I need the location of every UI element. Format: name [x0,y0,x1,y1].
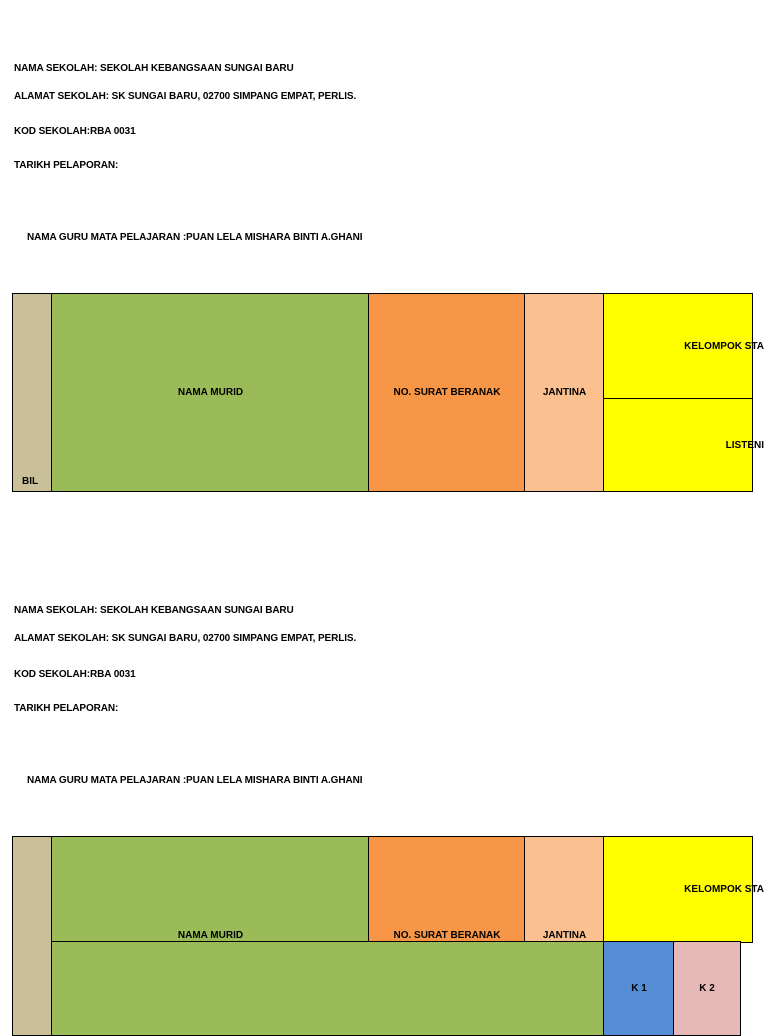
no-surat-header [368,836,526,943]
teacher-name: NAMA GURU MATA PELAJARAN :PUAN LELA MISHARA BINTI A.GHANI [27,775,363,786]
bil-header [12,293,53,492]
no-surat-header [368,293,526,492]
school-code: KOD SEKOLAH:RBA 0031 [14,669,136,680]
kelompok-label: KELOMPOK STA [684,884,764,895]
jantina-label: JANTINA [542,930,587,941]
no-surat-label: NO. SURAT BERANAK [393,387,501,398]
school-address: ALAMAT SEKOLAH: SK SUNGAI BARU, 02700 SIMPANG EMPAT, PERLIS. [14,633,357,644]
nama-murid-merged-cell [51,941,605,1036]
k2-header [673,941,741,1036]
jantina-label: JANTINA [542,387,587,398]
report-date: TARIKH PELAPORAN: [14,160,119,171]
no-surat-label: NO. SURAT BERANAK [393,930,501,941]
kelompok-header [603,836,764,943]
school-code: KOD SEKOLAH:RBA 0031 [14,126,136,137]
jantina-header [524,293,605,492]
report-date: TARIKH PELAPORAN: [14,703,119,714]
bil-label: BIL [22,476,39,487]
k2-label: K 2 [699,983,715,994]
kelompok-header [603,293,764,400]
listening-label: LISTENI [725,439,764,451]
teacher-name: NAMA GURU MATA PELAJARAN :PUAN LELA MISHARA BINTI A.GHANI [27,232,363,243]
nama-murid-label: NAMA MURID [177,930,244,941]
nama-murid-header [51,836,370,943]
kelompok-label: KELOMPOK STA [684,341,764,352]
k1-label: K 1 [631,983,647,994]
jantina-header [524,836,605,943]
k1-header [603,941,675,1036]
nama-murid-header [51,293,370,492]
listening-header [603,398,764,492]
nama-murid-label: NAMA MURID [177,387,244,398]
school-address: ALAMAT SEKOLAH: SK SUNGAI BARU, 02700 SIMPANG EMPAT, PERLIS. [14,91,357,102]
bil-header [12,836,53,1036]
school-name: NAMA SEKOLAH: SEKOLAH KEBANGSAAN SUNGAI BARU [14,605,294,616]
school-name: NAMA SEKOLAH: SEKOLAH KEBANGSAAN SUNGAI BARU [14,63,294,74]
